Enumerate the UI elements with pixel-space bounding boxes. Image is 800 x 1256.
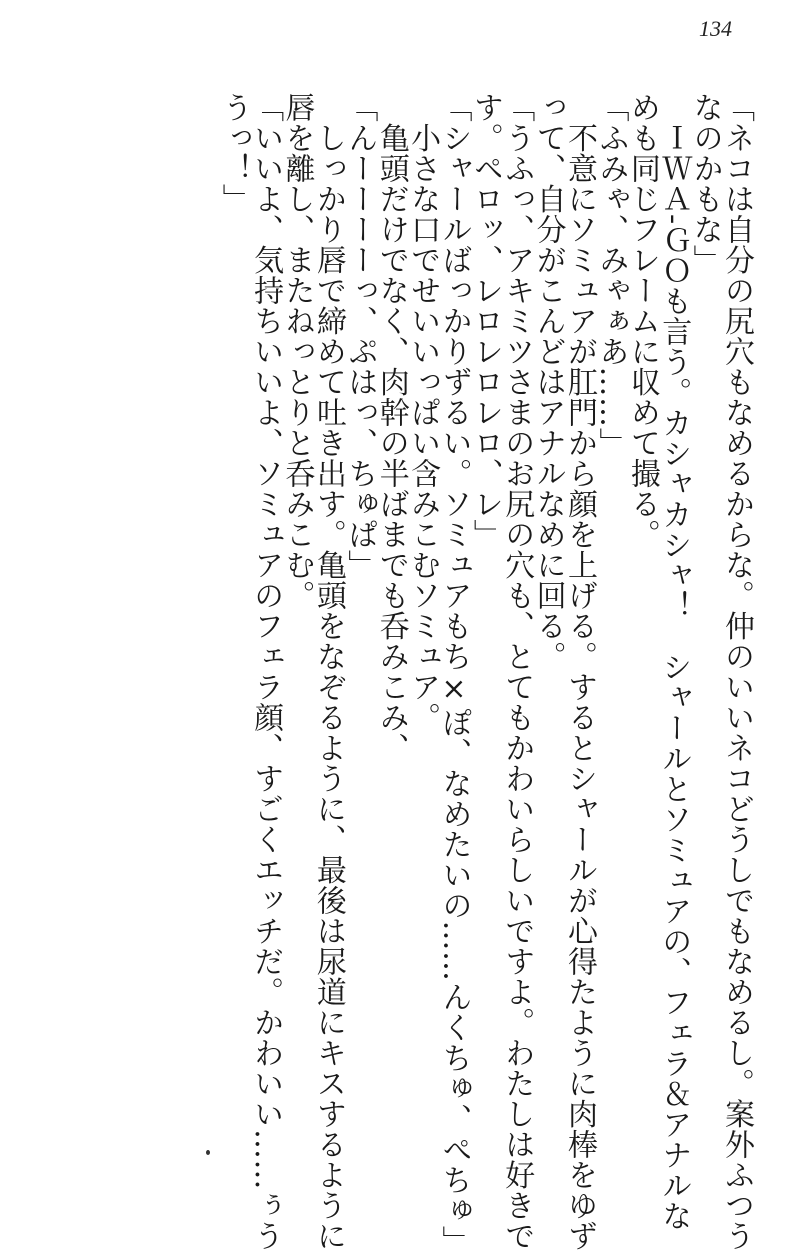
text-column: 亀頭だけでなく、肉幹の半ばまでも呑みこみ、 — [373, 92, 409, 763]
text-column: なのかもな」 — [687, 92, 723, 275]
vertical-text-body — [40, 92, 754, 1256]
text-column: うっ！」 — [216, 92, 252, 214]
text-column: 「んーーーーっ、ぷはっ、ちゅぱ」 — [342, 92, 378, 580]
text-column: 「ネコは自分の尻穴もなめるからな。仲のいいネコどうしでもなめるし。案外ふつう — [719, 92, 754, 1251]
text-column: めも同じフレームに収めて撮る。 — [624, 92, 660, 550]
text-column: 「うふっ、アキミツさまのお尻の穴も、とてもかわいらしいですよ。わたしは好きで — [499, 92, 535, 1251]
page-number: 134 — [699, 16, 732, 41]
text-column: 「ふみゃ、みゃぁあ……」 — [593, 92, 629, 458]
text-column: 「いいよ、気持ちいいよ、ソミュアのフェラ顔、すごくエッチだ。かわいい……ぅう — [248, 92, 284, 1251]
text-column: 唇を離し、またねっとりと呑みこむ。 — [279, 92, 315, 611]
ink-speck — [206, 1150, 210, 1155]
text-column: しっかり唇で締めて吐き出す。亀頭をなぞるように、最後は尿道にキスするように — [310, 92, 346, 1251]
text-column: 小さな口でせいいっぱい含みこむソミュア。 — [405, 92, 441, 733]
text-column: ＩＷＡ‐ＧＯも言う。カシャカシャ！ シャールとソミュアの、フェラ＆アナルな — [656, 92, 692, 1232]
text-column: す。ペロッ、レロレロレロ、レ」 — [467, 92, 503, 550]
text-column: って、自分がこんどはアナルなめに回る。 — [530, 92, 566, 672]
text-column: 不意にソミュアが肛門から顔を上げる。するとシャールが心得たように肉棒をゆず — [562, 92, 598, 1251]
text-column: 「シャールばっかりずるい。ソミュアもち×ぽ、なめたいの……んくちゅ、ぺちゅ」 — [436, 92, 472, 1256]
